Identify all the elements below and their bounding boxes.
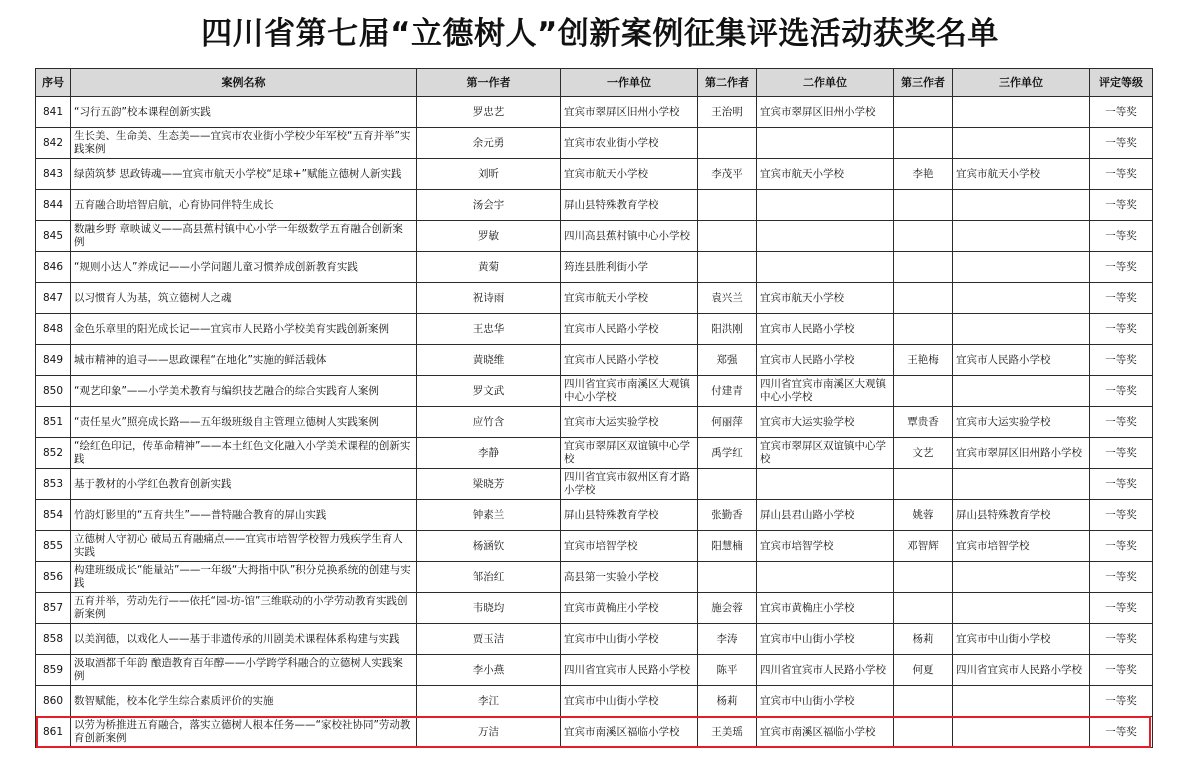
cell-author3 xyxy=(894,562,953,593)
cell-unit1: 筠连县胜利街小学 xyxy=(561,252,698,283)
cell-case-name: 数智赋能，校本化学生综合素质评价的实施 xyxy=(71,686,417,717)
cell-unit2: 宜宾市中山街小学校 xyxy=(757,624,894,655)
cell-author1: 万洁 xyxy=(417,717,561,748)
cell-author3: 邓智辉 xyxy=(894,531,953,562)
table-row xyxy=(36,438,1153,469)
cell-no: 859 xyxy=(36,655,71,686)
cell-author2 xyxy=(698,128,757,159)
cell-case-name: “规则小达人”养成记——小学问题儿童习惯养成创新教育实践 xyxy=(71,252,417,283)
cell-unit3: 宜宾市大运实验学校 xyxy=(953,407,1090,438)
cell-grade: 一等奖 xyxy=(1090,97,1153,128)
cell-author2: 阳慧楠 xyxy=(698,531,757,562)
cell-case-name: 以劳为桥推进五育融合，落实立德树人根本任务——“家校社协同”劳动教育创新案例 xyxy=(71,717,417,748)
cell-grade: 一等奖 xyxy=(1090,531,1153,562)
cell-case-name: 金色乐章里的阳光成长记——宜宾市人民路小学校美育实践创新案例 xyxy=(71,314,417,345)
cell-unit2: 宜宾市翠屏区双谊镇中心学校 xyxy=(757,438,894,469)
cell-unit1: 四川省宜宾市南溪区大观镇中心小学校 xyxy=(561,376,698,407)
cell-author3 xyxy=(894,314,953,345)
cell-no: 860 xyxy=(36,686,71,717)
cell-grade: 一等奖 xyxy=(1090,314,1153,345)
cell-author3 xyxy=(894,376,953,407)
cell-unit3 xyxy=(953,252,1090,283)
cell-case-name: 数融乡野 章映诚义——高县蕉村镇中心小学一年级数学五育融合创新案例 xyxy=(71,221,417,252)
cell-no: 851 xyxy=(36,407,71,438)
cell-author1: 韦晓均 xyxy=(417,593,561,624)
cell-no: 846 xyxy=(36,252,71,283)
cell-unit1: 宜宾市南溪区福临小学校 xyxy=(561,717,698,748)
cell-unit1: 宜宾市航天小学校 xyxy=(561,159,698,190)
cell-no: 845 xyxy=(36,221,71,252)
cell-unit2 xyxy=(757,469,894,500)
cell-case-name: 汲取酒都千年韵 酿造教育百年醇——小学跨学科融合的立德树人实践案例 xyxy=(71,655,417,686)
cell-author2: 王美瑶 xyxy=(698,717,757,748)
cell-unit3: 宜宾市人民路小学校 xyxy=(953,345,1090,376)
cell-author1: 王忠华 xyxy=(417,314,561,345)
cell-author1: 罗敏 xyxy=(417,221,561,252)
cell-unit2: 宜宾市翠屏区旧州小学校 xyxy=(757,97,894,128)
cell-author1: 杨涵钦 xyxy=(417,531,561,562)
cell-unit2: 宜宾市培智学校 xyxy=(757,531,894,562)
cell-author2 xyxy=(698,252,757,283)
cell-unit3 xyxy=(953,128,1090,159)
cell-case-name: 五育融合助培智启航，心育协同伴特生成长 xyxy=(71,190,417,221)
table-row xyxy=(36,221,1153,252)
cell-case-name: 立德树人守初心 破局五育融痛点——宜宾市培智学校智力残疾学生育人实践 xyxy=(71,531,417,562)
cell-no: 849 xyxy=(36,345,71,376)
cell-case-name: “责任星火”照亮成长路——五年级班级自主管理立德树人实践案例 xyxy=(71,407,417,438)
cell-unit2: 宜宾市人民路小学校 xyxy=(757,345,894,376)
cell-unit1: 宜宾市人民路小学校 xyxy=(561,314,698,345)
cell-unit3 xyxy=(953,190,1090,221)
table-row xyxy=(36,469,1153,500)
cell-unit3 xyxy=(953,376,1090,407)
cell-case-name: “观艺印象”——小学美术教育与编织技艺融合的综合实践育人案例 xyxy=(71,376,417,407)
cell-unit3: 宜宾市航天小学校 xyxy=(953,159,1090,190)
cell-unit2: 宜宾市航天小学校 xyxy=(757,159,894,190)
cell-unit1: 屏山县特殊教育学校 xyxy=(561,190,698,221)
cell-no: 858 xyxy=(36,624,71,655)
cell-unit3: 宜宾市翠屏区旧州路小学校 xyxy=(953,438,1090,469)
table-header-row xyxy=(36,69,1153,97)
cell-grade: 一等奖 xyxy=(1090,469,1153,500)
cell-author3 xyxy=(894,221,953,252)
cell-author2: 付建青 xyxy=(698,376,757,407)
cell-author1: 祝诗雨 xyxy=(417,283,561,314)
cell-author3 xyxy=(894,593,953,624)
header-unit1: 一作单位 xyxy=(561,69,698,97)
table-row xyxy=(36,345,1153,376)
cell-unit1: 宜宾市大运实验学校 xyxy=(561,407,698,438)
table-row xyxy=(36,655,1153,686)
cell-grade: 一等奖 xyxy=(1090,283,1153,314)
table-row xyxy=(36,500,1153,531)
header-unit2: 二作单位 xyxy=(757,69,894,97)
cell-author3 xyxy=(894,469,953,500)
cell-author2: 王治明 xyxy=(698,97,757,128)
cell-unit2: 四川省宜宾市人民路小学校 xyxy=(757,655,894,686)
cell-grade: 一等奖 xyxy=(1090,624,1153,655)
cell-unit1: 四川高县蕉村镇中心小学校 xyxy=(561,221,698,252)
cell-grade: 一等奖 xyxy=(1090,345,1153,376)
cell-author2: 李茂平 xyxy=(698,159,757,190)
cell-unit1: 宜宾市中山街小学校 xyxy=(561,624,698,655)
cell-case-name: 绿茵筑梦 思政铸魂——宜宾市航天小学校“足球+”赋能立德树人新实践 xyxy=(71,159,417,190)
cell-author1: 应竹含 xyxy=(417,407,561,438)
cell-author2 xyxy=(698,221,757,252)
table-row xyxy=(36,593,1153,624)
table-row xyxy=(36,686,1153,717)
cell-author2: 张勤香 xyxy=(698,500,757,531)
cell-unit1: 宜宾市中山街小学校 xyxy=(561,686,698,717)
header-case-name: 案例名称 xyxy=(71,69,417,97)
cell-no: 853 xyxy=(36,469,71,500)
cell-unit3 xyxy=(953,97,1090,128)
cell-author1: 梁晓芳 xyxy=(417,469,561,500)
cell-grade: 一等奖 xyxy=(1090,128,1153,159)
cell-author3 xyxy=(894,190,953,221)
cell-author2: 施会蓉 xyxy=(698,593,757,624)
cell-unit3 xyxy=(953,283,1090,314)
cell-author2: 禹学红 xyxy=(698,438,757,469)
cell-grade: 一等奖 xyxy=(1090,717,1153,748)
cell-author1: 李江 xyxy=(417,686,561,717)
cell-unit2: 宜宾市航天小学校 xyxy=(757,283,894,314)
cell-unit3 xyxy=(953,562,1090,593)
cell-author1: 余元勇 xyxy=(417,128,561,159)
cell-author2 xyxy=(698,562,757,593)
cell-unit3 xyxy=(953,686,1090,717)
cell-case-name: “习行五韵”校本课程创新实践 xyxy=(71,97,417,128)
cell-author3: 何夏 xyxy=(894,655,953,686)
cell-no: 842 xyxy=(36,128,71,159)
cell-grade: 一等奖 xyxy=(1090,407,1153,438)
cell-unit1: 宜宾市人民路小学校 xyxy=(561,345,698,376)
cell-author2 xyxy=(698,469,757,500)
cell-grade: 一等奖 xyxy=(1090,500,1153,531)
cell-author3 xyxy=(894,97,953,128)
cell-author1: 李小燕 xyxy=(417,655,561,686)
cell-no: 841 xyxy=(36,97,71,128)
cell-unit2: 屏山县君山路小学校 xyxy=(757,500,894,531)
cell-case-name: “绘红色印记，传革命精神”——本土红色文化融入小学美术课程的创新实践 xyxy=(71,438,417,469)
cell-unit1: 宜宾市翠屏区双谊镇中心学校 xyxy=(561,438,698,469)
cell-no: 857 xyxy=(36,593,71,624)
cell-unit1: 高县第一实验小学校 xyxy=(561,562,698,593)
cell-no: 856 xyxy=(36,562,71,593)
cell-case-name: 五育并举，劳动先行——依托“园-坊-馆”三维联动的小学劳动教育实践创新案例 xyxy=(71,593,417,624)
awards-table xyxy=(35,68,1153,748)
cell-grade: 一等奖 xyxy=(1090,438,1153,469)
cell-author2: 陈平 xyxy=(698,655,757,686)
table-row xyxy=(36,562,1153,593)
cell-author1: 黄菊 xyxy=(417,252,561,283)
cell-author2: 袁兴兰 xyxy=(698,283,757,314)
cell-no: 852 xyxy=(36,438,71,469)
cell-unit2 xyxy=(757,252,894,283)
cell-no: 855 xyxy=(36,531,71,562)
table-row xyxy=(36,407,1153,438)
cell-author3: 姚蓉 xyxy=(894,500,953,531)
cell-unit2: 宜宾市人民路小学校 xyxy=(757,314,894,345)
cell-unit2: 宜宾市南溪区福临小学校 xyxy=(757,717,894,748)
cell-author2: 李涛 xyxy=(698,624,757,655)
cell-grade: 一等奖 xyxy=(1090,190,1153,221)
cell-unit1: 四川省宜宾市叙州区育才路小学校 xyxy=(561,469,698,500)
cell-grade: 一等奖 xyxy=(1090,562,1153,593)
cell-case-name: 以习惯育人为基，筑立德树人之魂 xyxy=(71,283,417,314)
cell-unit1: 宜宾市航天小学校 xyxy=(561,283,698,314)
header-grade: 评定等级 xyxy=(1090,69,1153,97)
cell-unit1: 宜宾市黄桷庄小学校 xyxy=(561,593,698,624)
cell-author2: 何丽萍 xyxy=(698,407,757,438)
cell-grade: 一等奖 xyxy=(1090,593,1153,624)
cell-unit1: 宜宾市农业街小学校 xyxy=(561,128,698,159)
cell-author3: 覃贵香 xyxy=(894,407,953,438)
cell-grade: 一等奖 xyxy=(1090,655,1153,686)
cell-author2: 阳洪刚 xyxy=(698,314,757,345)
cell-case-name: 生长美、生命美、生态美——宜宾市农业街小学校少年军校“五育并举”实践案例 xyxy=(71,128,417,159)
table-row xyxy=(36,128,1153,159)
cell-unit3 xyxy=(953,314,1090,345)
cell-unit3 xyxy=(953,717,1090,748)
cell-author1: 黄晓维 xyxy=(417,345,561,376)
cell-no: 843 xyxy=(36,159,71,190)
header-no: 序号 xyxy=(36,69,71,97)
cell-unit3: 屏山县特殊教育学校 xyxy=(953,500,1090,531)
cell-author1: 刘昕 xyxy=(417,159,561,190)
cell-unit3 xyxy=(953,221,1090,252)
header-unit3: 三作单位 xyxy=(953,69,1090,97)
cell-unit2: 宜宾市中山街小学校 xyxy=(757,686,894,717)
cell-case-name: 城市精神的追寻——思政课程“在地化”实施的鲜活载体 xyxy=(71,345,417,376)
table-row xyxy=(36,531,1153,562)
cell-author1: 汤会宇 xyxy=(417,190,561,221)
cell-case-name: 竹韵灯影里的“五育共生”——普特融合教育的屏山实践 xyxy=(71,500,417,531)
cell-grade: 一等奖 xyxy=(1090,376,1153,407)
cell-unit1: 四川省宜宾市人民路小学校 xyxy=(561,655,698,686)
table-row xyxy=(36,314,1153,345)
cell-unit2: 宜宾市黄桷庄小学校 xyxy=(757,593,894,624)
table-row xyxy=(36,376,1153,407)
cell-grade: 一等奖 xyxy=(1090,159,1153,190)
cell-case-name: 以美润德，以戏化人——基于非遗传承的川剧美术课程体系构建与实践 xyxy=(71,624,417,655)
cell-unit3 xyxy=(953,593,1090,624)
cell-unit2: 宜宾市大运实验学校 xyxy=(757,407,894,438)
header-author2: 第二作者 xyxy=(698,69,757,97)
table-row xyxy=(36,97,1153,128)
cell-unit1: 宜宾市培智学校 xyxy=(561,531,698,562)
cell-author1: 邹治红 xyxy=(417,562,561,593)
cell-author3: 文艺 xyxy=(894,438,953,469)
cell-author3 xyxy=(894,252,953,283)
cell-author2 xyxy=(698,190,757,221)
cell-grade: 一等奖 xyxy=(1090,686,1153,717)
cell-unit2 xyxy=(757,128,894,159)
cell-unit3: 宜宾市培智学校 xyxy=(953,531,1090,562)
cell-no: 854 xyxy=(36,500,71,531)
cell-no: 844 xyxy=(36,190,71,221)
cell-grade: 一等奖 xyxy=(1090,221,1153,252)
cell-no: 861 xyxy=(36,717,71,748)
cell-author2: 杨莉 xyxy=(698,686,757,717)
cell-case-name: 基于教材的小学红色教育创新实践 xyxy=(71,469,417,500)
header-author3: 第三作者 xyxy=(894,69,953,97)
cell-author1: 钟素兰 xyxy=(417,500,561,531)
table-row xyxy=(36,190,1153,221)
cell-unit2 xyxy=(757,562,894,593)
cell-unit2 xyxy=(757,221,894,252)
cell-unit3: 宜宾市中山街小学校 xyxy=(953,624,1090,655)
cell-author3 xyxy=(894,717,953,748)
table-row xyxy=(36,252,1153,283)
cell-unit2 xyxy=(757,190,894,221)
cell-author3: 王艳梅 xyxy=(894,345,953,376)
cell-author1: 贾玉洁 xyxy=(417,624,561,655)
cell-unit3 xyxy=(953,469,1090,500)
table-row xyxy=(36,624,1153,655)
cell-author3 xyxy=(894,128,953,159)
table-row xyxy=(36,283,1153,314)
table-row xyxy=(36,717,1153,748)
cell-unit1: 宜宾市翠屏区旧州小学校 xyxy=(561,97,698,128)
cell-author1: 罗文武 xyxy=(417,376,561,407)
cell-unit3: 四川省宜宾市人民路小学校 xyxy=(953,655,1090,686)
table-row xyxy=(36,159,1153,190)
cell-no: 847 xyxy=(36,283,71,314)
cell-unit2: 四川省宜宾市南溪区大观镇中心小学校 xyxy=(757,376,894,407)
cell-author3: 李艳 xyxy=(894,159,953,190)
document-title: 四川省第七届“立德树人”创新案例征集评选活动获奖名单 xyxy=(201,16,999,52)
cell-case-name: 构建班级成长“能量站”——一年级“大拇指中队”积分兑换系统的创建与实践 xyxy=(71,562,417,593)
cell-no: 850 xyxy=(36,376,71,407)
cell-author1: 李静 xyxy=(417,438,561,469)
header-author1: 第一作者 xyxy=(417,69,561,97)
cell-author3 xyxy=(894,686,953,717)
cell-author3: 杨莉 xyxy=(894,624,953,655)
cell-grade: 一等奖 xyxy=(1090,252,1153,283)
cell-unit1: 屏山县特殊教育学校 xyxy=(561,500,698,531)
cell-no: 848 xyxy=(36,314,71,345)
cell-author1: 罗忠艺 xyxy=(417,97,561,128)
cell-author2: 郑强 xyxy=(698,345,757,376)
cell-author3 xyxy=(894,283,953,314)
